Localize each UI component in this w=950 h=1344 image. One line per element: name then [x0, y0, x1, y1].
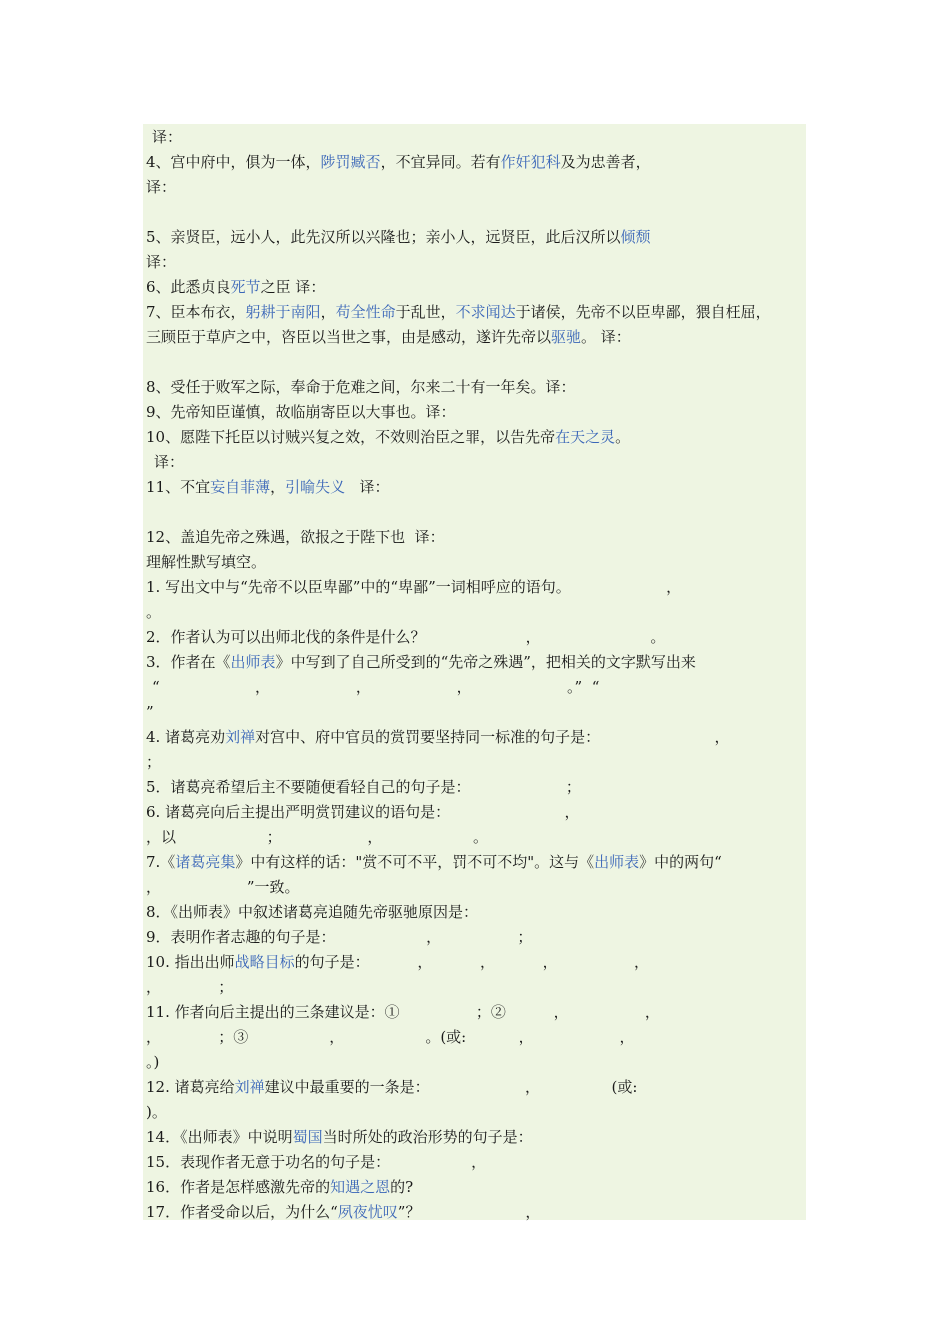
text-line: [146, 1175, 413, 1200]
text-line: [146, 175, 176, 200]
term-link[interactable]: 倾颓: [620, 228, 651, 246]
text-segment: 建议中最重要的一条是： ， (或:: [264, 1078, 638, 1096]
text-segment: ，: [320, 303, 336, 321]
text-line: [154, 450, 184, 475]
term-link[interactable]: 在天之灵: [555, 428, 616, 446]
text-line: [146, 400, 456, 425]
text-line: [146, 325, 631, 350]
text-line: [146, 550, 266, 575]
text-line: [146, 925, 532, 950]
text-segment: 14．《出师表》中说明: [146, 1128, 293, 1146]
text-segment: 于诸侯，先帝不以臣卑鄙，猥自枉屈，: [515, 303, 771, 321]
term-link[interactable]: 诸葛亮集: [175, 853, 236, 871]
term-link[interactable]: 苟全性命: [335, 303, 396, 321]
text-segment: 12. 诸葛亮给: [146, 1078, 235, 1096]
text-segment: ；: [146, 753, 162, 771]
text-segment: )。: [146, 1103, 167, 1121]
text-line: [146, 1075, 637, 1100]
text-line: [146, 750, 161, 775]
text-segment: 的?: [390, 1178, 414, 1196]
text-segment: 9．表明作者志趣的句子是： ， ；: [146, 928, 533, 946]
text-line: [146, 850, 722, 875]
text-line: [152, 675, 599, 700]
text-line: [146, 875, 300, 900]
text-segment: 。 译：: [581, 328, 631, 346]
text-segment: ，以 ； ， 。: [146, 828, 489, 846]
text-segment: 5、亲贤臣，远小人，此先汉所以兴隆也；亲小人，远贤臣，此后汉所以: [146, 228, 621, 246]
text-segment: 当时所处的政治形势的句子是：: [322, 1128, 533, 1146]
text-line: [146, 800, 580, 825]
text-line: [146, 975, 233, 1000]
text-segment: 对宫中、府中官员的赏罚要坚持同一标准的句子是： ，: [255, 728, 730, 746]
text-line: [146, 1025, 635, 1050]
text-segment: ”？ ，: [397, 1203, 541, 1221]
text-segment: 7.《: [146, 853, 176, 871]
term-link[interactable]: 刘禅: [225, 728, 256, 746]
text-segment: ”: [146, 703, 154, 721]
text-segment: 译：: [152, 128, 183, 146]
text-segment: 于乱世，: [395, 303, 456, 321]
text-segment: 及为忠善者，: [560, 153, 651, 171]
text-segment: 8、受任于败军之际，奉命于危难之间，尔来二十有一年矣。译：: [146, 378, 576, 396]
text-segment: ，: [270, 478, 286, 496]
text-segment: 16．作者是怎样感激先帝的: [146, 1178, 331, 1196]
text-line: [146, 1200, 540, 1225]
text-segment: ，不宜异同。若有: [380, 153, 501, 171]
text-line: [146, 1125, 533, 1150]
text-segment: 译：: [146, 253, 177, 271]
text-line: [146, 625, 665, 650]
text-line: [146, 425, 630, 450]
text-segment: 。): [146, 1053, 160, 1071]
text-segment: 2．作者认为可以出师北伐的条件是什么？ ， 。: [146, 628, 666, 646]
text-segment: 三顾臣于草庐之中，咨臣以当世之事，由是感动，遂许先帝以: [146, 328, 552, 346]
term-link[interactable]: 夙夜忧叹: [337, 1203, 398, 1221]
text-segment: 译：: [345, 478, 390, 496]
text-line: [146, 650, 696, 675]
text-line: [146, 225, 651, 250]
text-line: [146, 575, 681, 600]
text-line: [146, 950, 649, 975]
text-line: [146, 475, 389, 500]
term-link[interactable]: 陟罚臧否: [320, 153, 381, 171]
text-segment: 5．诸葛亮希望后主不要随便看轻自己的句子是： ；: [146, 778, 581, 796]
text-line: [146, 825, 488, 850]
text-line: [146, 300, 771, 325]
text-segment: 译：: [146, 178, 177, 196]
text-segment: 1. 写出文中与“先帝不以臣卑鄙”中的“卑鄙”一词相呼应的语句。 ，: [146, 578, 682, 596]
text-segment: 8．《出师表》中叙述诸葛亮追随先帝驱驰原因是：: [146, 903, 479, 921]
text-segment: 11、不宜: [146, 478, 211, 496]
term-link[interactable]: 驱驰: [551, 328, 582, 346]
text-segment: 4. 诸葛亮劝: [146, 728, 226, 746]
text-segment: 12、盖追先帝之殊遇，欲报之于陛下也 译：: [146, 528, 445, 546]
text-segment: 。: [615, 428, 631, 446]
term-link[interactable]: 出师表: [594, 853, 640, 871]
text-segment: 》中有这样的话："赏不可不平，罚不可不均"。这与《: [235, 853, 595, 871]
term-link[interactable]: 刘禅: [234, 1078, 265, 1096]
text-segment: 7、臣本布衣，: [146, 303, 246, 321]
text-segment: 4、宫中府中，俱为一体，: [146, 153, 321, 171]
text-segment: 。: [146, 603, 162, 621]
text-line: [146, 375, 576, 400]
term-link[interactable]: 躬耕于南阳: [245, 303, 321, 321]
term-link[interactable]: 战略目标: [234, 953, 295, 971]
term-link[interactable]: 不求闻达: [455, 303, 516, 321]
text-segment: 11. 作者向后主提出的三条建议是：① ；② ， ，: [146, 1003, 660, 1021]
text-line: [146, 725, 730, 750]
text-line: [146, 525, 445, 550]
text-segment: 6. 诸葛亮向后主提出严明赏罚建议的语句是： ，: [146, 803, 580, 821]
text-segment: 6、此悉贞良: [146, 278, 231, 296]
text-line: [146, 275, 325, 300]
text-segment: ， ；③ ， 。(或: ， ，: [146, 1028, 635, 1046]
text-segment: 10、愿陛下托臣以讨贼兴复之效，不效则治臣之罪，以告先帝: [146, 428, 556, 446]
text-segment: ， ；: [146, 978, 234, 996]
text-line: [146, 900, 478, 925]
text-segment: 译：: [154, 453, 185, 471]
text-segment: 15．表现作者无意于功名的句子是： ，: [146, 1153, 487, 1171]
text-segment: 3．作者在《: [146, 653, 231, 671]
text-line: [146, 250, 176, 275]
text-line: [146, 1050, 159, 1075]
text-segment: 17．作者受命以后，为什么“: [146, 1203, 338, 1221]
term-link[interactable]: 死节: [230, 278, 261, 296]
text-segment: ， ”一致。: [146, 878, 300, 896]
text-line: [146, 775, 581, 800]
term-link[interactable]: 知遇之恩: [330, 1178, 391, 1196]
text-line: [146, 150, 651, 175]
term-link[interactable]: 妄自菲薄: [210, 478, 271, 496]
text-segment: 之臣 译：: [260, 278, 326, 296]
term-link[interactable]: 引喻失义: [285, 478, 346, 496]
text-line: [146, 1100, 167, 1125]
text-segment: 的句子是： ， ， ， ，: [294, 953, 649, 971]
text-line: [146, 1000, 660, 1025]
text-segment: 》中的两句“: [639, 853, 722, 871]
text-segment: 9、先帝知臣谨慎，故临崩寄臣以大事也。译：: [146, 403, 456, 421]
text-segment: 》中写到了自己所受到的“先帝之殊遇”，把相关的文字默写出来: [275, 653, 696, 671]
text-segment: 10. 指出出师: [146, 953, 235, 971]
text-line: [146, 700, 154, 725]
term-link[interactable]: 出师表: [230, 653, 276, 671]
text-line: [146, 1150, 486, 1175]
term-link[interactable]: 蜀国: [292, 1128, 323, 1146]
text-segment: “ ， ， ， 。” “: [152, 678, 600, 696]
text-segment: 理解性默写填空。: [146, 553, 267, 571]
text-line: [152, 125, 182, 150]
text-line: [146, 600, 161, 625]
term-link[interactable]: 作奸犯科: [500, 153, 561, 171]
